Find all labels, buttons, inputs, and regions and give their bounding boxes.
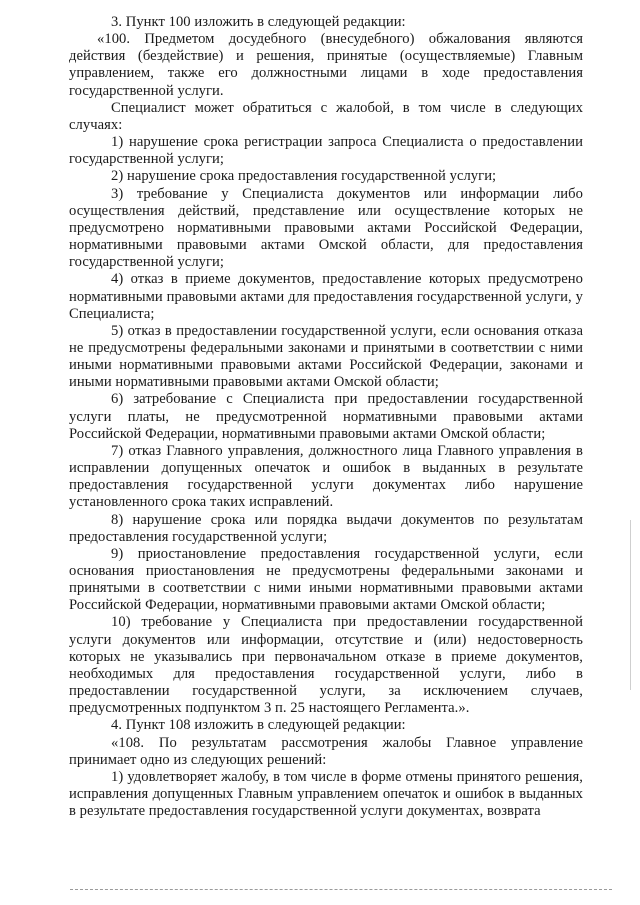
decision-1: 1) удовлетворяет жалобу, в том числе в форме отмены принятого решения, исправления допущенных Главным управлением опечаток и ошибок в выданных в результате предоставления государственной услуги документах, возврата [69, 768, 583, 820]
case-5: 5) отказ в предоставлении государственной услуги, если основания отказа не предусмотрены федеральными законами и принятыми в соответствии с ними иными нормативными правовыми актами Российской Федерации, законами и иными нормативными правовыми актами Омской области; [69, 322, 583, 391]
case-7: 7) отказ Главного управления, должностного лица Главного управления в исправлении допущенных опечаток и ошибок в выданных в результате предоставления государственной услуги документах либо нарушение установленного срока таких исправлений. [69, 442, 583, 511]
paragraph-item-3-heading: 3. Пункт 100 изложить в следующей редакции: [111, 14, 406, 30]
case-8: 8) нарушение срока или порядка выдачи документов по результатам предоставления государственной услуги; [69, 511, 583, 545]
paragraph-item-108: «108. По результатам рассмотрения жалобы Главное управление принимает одно из следующих решений: [69, 734, 583, 768]
document-body [69, 14, 583, 820]
page-bottom-scan-line [70, 889, 612, 890]
paragraph-item-100: «100. Предметом досудебного (внесудебного) обжалования являются действия (бездействие) и решения, принятые (осуществляемые) Главным управлением, также его должностными лицами в ходе предоставления государственной услуги. [69, 31, 583, 99]
case-2: 2) нарушение срока предоставления государственной услуги; [111, 168, 497, 185]
case-4: 4) отказ в приеме документов, предоставление которых предусмотрено нормативными правовыми актами для предоставления государственной услуги, у Специалиста; [69, 271, 583, 322]
scan-edge-mark [630, 520, 631, 690]
case-6: 6) затребование с Специалиста при предоставлении государственной услуги платы, не предусмотренной нормативными правовыми актами Российской Федерации, нормативными правовыми актами Омской области; [69, 391, 583, 442]
case-1: 1) нарушение срока регистрации запроса Специалиста о предоставлении государственной услуги; [69, 134, 583, 168]
case-9: 9) приостановление предоставления государственной услуги, если основания приостановления не предусмотрены федеральными законами и принятыми в соответствии с ними иными нормативными правовыми актами Российской Федерации, нормативными правовыми актами Омской области; [69, 545, 583, 614]
paragraph-cases-intro: Специалист может обратиться с жалобой, в том числе в следующих случаях: [69, 99, 583, 133]
case-10: 10) требование у Специалиста при предоставлении государственной услуги документов или информации, отсутствие и (или) недостоверность которых не указывались при первоначальном отказе в приеме документов, необходимых для предоставления государственной услуги, либо в предоставлении государственной услуги, за исключением случаев, предусмотренных подпунктом 3 п. 25 настоящего Регламента.». [69, 614, 583, 717]
case-3: 3) требование у Специалиста документов или информации либо осуществления действий, представление или осуществление которых не предусмотрено нормативными правовыми актами Российской Федерации, нормативными правовыми актами Омской области, для предоставления государственной услуги; [69, 185, 583, 271]
paragraph-item-4-heading: 4. Пункт 108 изложить в следующей редакции: [111, 717, 406, 734]
